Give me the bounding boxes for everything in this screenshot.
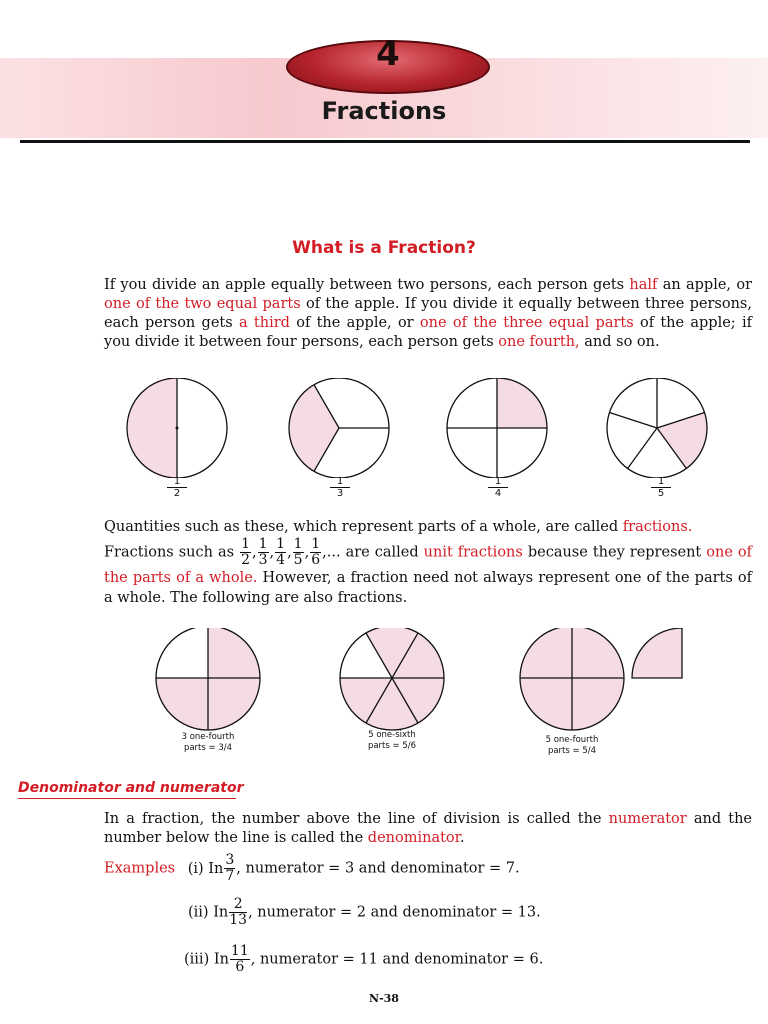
- definition-text: However, a fraction need not always represent one of the parts of a whole. The following are also fractions.: [104, 570, 753, 606]
- fraction-label-half: $\frac{1}{2}$: [167, 476, 187, 499]
- inline-fraction: $\frac{1}{6}$: [311, 536, 321, 568]
- fraction-label-third: $\frac{1}{3}$: [330, 476, 350, 499]
- chapter-title: Fractions: [321, 97, 447, 125]
- subsection-underline: [18, 798, 236, 799]
- inline-fraction: $\frac{1}{2}$: [241, 536, 250, 568]
- circle-third: [289, 378, 389, 478]
- highlight-numerator: numerator: [608, 811, 687, 827]
- subsection-heading: Denominator and numerator: [18, 780, 244, 796]
- inline-fraction: $\frac{1}{5}$: [293, 536, 303, 568]
- fraction-label-fourth: $\frac{1}{4}$: [488, 476, 508, 499]
- circle-fourth: [447, 378, 547, 478]
- header-divider: [20, 140, 750, 143]
- intro-text: of the apple. If you divide it equally between three persons, each person gets: [104, 296, 752, 331]
- section-heading: What is a Fraction?: [292, 238, 476, 258]
- non-unit-fraction-circles: [150, 628, 690, 738]
- definition-text: are called: [340, 544, 424, 561]
- circle-half: [127, 378, 227, 478]
- highlight-three-equal-parts: one of the three equal parts: [419, 315, 634, 331]
- example-fraction: $\frac{11}{6}$: [230, 943, 249, 975]
- unit-fraction-circles: [120, 378, 720, 478]
- definition-text: Quantities such as these, which represent parts of a whole, are called: [104, 519, 623, 535]
- highlight-two-equal-parts: one of the two equal parts: [104, 296, 301, 312]
- example-row-1: Examples (i) In $\frac{3}{7}$ , numerator = 3 and denominator = 7.: [104, 852, 520, 884]
- inline-fraction: $\frac{1}{3}$: [258, 536, 268, 568]
- fraction-label-fifth: $\frac{1}{5}$: [651, 476, 671, 499]
- highlight-denominator: denominator: [367, 830, 460, 846]
- example-row-3: (iii) In $\frac{11}{6}$ , numerator = 11 and denominator = 6.: [184, 943, 544, 975]
- highlight-fractions: fractions.: [622, 519, 693, 535]
- page-number: N-38: [369, 992, 399, 1005]
- definition-paragraph: Quantities such as these, which represent parts of a whole, are called fractions. Fractions such as $\frac{1}{2}$ , $\frac{1}{3}$ , $\frac{1}{4}$ , $\frac{1}{5}$ , $\frac{1}{6}$ ,... are called unit fractions because they represent one of the parts of a whole. However, a fraction need not always represent one of the parts of a whole. The following are also fractions.: [104, 519, 753, 606]
- intro-paragraph: [104, 276, 752, 352]
- examples-label: Examples: [104, 860, 176, 877]
- highlight-a-third: a third: [238, 315, 290, 331]
- highlight-unit-fractions: unit fractions: [423, 544, 523, 561]
- definition-text: because they represent: [522, 544, 707, 561]
- circle-full-whole: [520, 628, 624, 730]
- example-row-2: (ii) In $\frac{2}{13}$ , numerator = 2 and denominator = 13.: [188, 896, 541, 928]
- circle-five-sixths: [340, 628, 444, 730]
- intro-text: of the apple; if you divide it between four persons, each person gets: [104, 315, 752, 350]
- quarter-wedge: [632, 628, 682, 678]
- example-fraction: $\frac{2}{13}$: [229, 896, 248, 928]
- definition-text: Fractions such as: [104, 544, 240, 561]
- inline-fraction: $\frac{1}{4}$: [276, 536, 286, 568]
- example-fraction: $\frac{3}{7}$: [225, 852, 235, 884]
- highlight-one-part-of-whole: one of the parts of a whole.: [104, 544, 753, 586]
- intro-text: an apple, or: [657, 277, 753, 293]
- circle-three-fourths: [156, 628, 260, 730]
- fraction-ellipsis: ,...: [322, 544, 341, 561]
- numerator-definition: In a fraction, the number above the line of division is called the numerator and the number below the line is called the denominator.: [104, 811, 752, 846]
- chapter-number: 4: [376, 34, 400, 74]
- caption-five-fourths: 5 one-fourth parts = 5/4: [545, 735, 599, 756]
- intro-text: of the apple, or: [289, 315, 420, 331]
- highlight-half: half: [629, 277, 658, 293]
- circle-fifth: [607, 378, 707, 478]
- intro-text: If you divide an apple equally between two persons, each person gets: [104, 277, 630, 293]
- caption-three-fourths: 3 one-fourth parts = 3/4: [181, 732, 235, 753]
- highlight-one-fourth: one fourth,: [498, 334, 580, 350]
- intro-text: and so on.: [579, 334, 660, 350]
- caption-five-sixths: 5 one-sixth parts = 5/6: [367, 730, 417, 751]
